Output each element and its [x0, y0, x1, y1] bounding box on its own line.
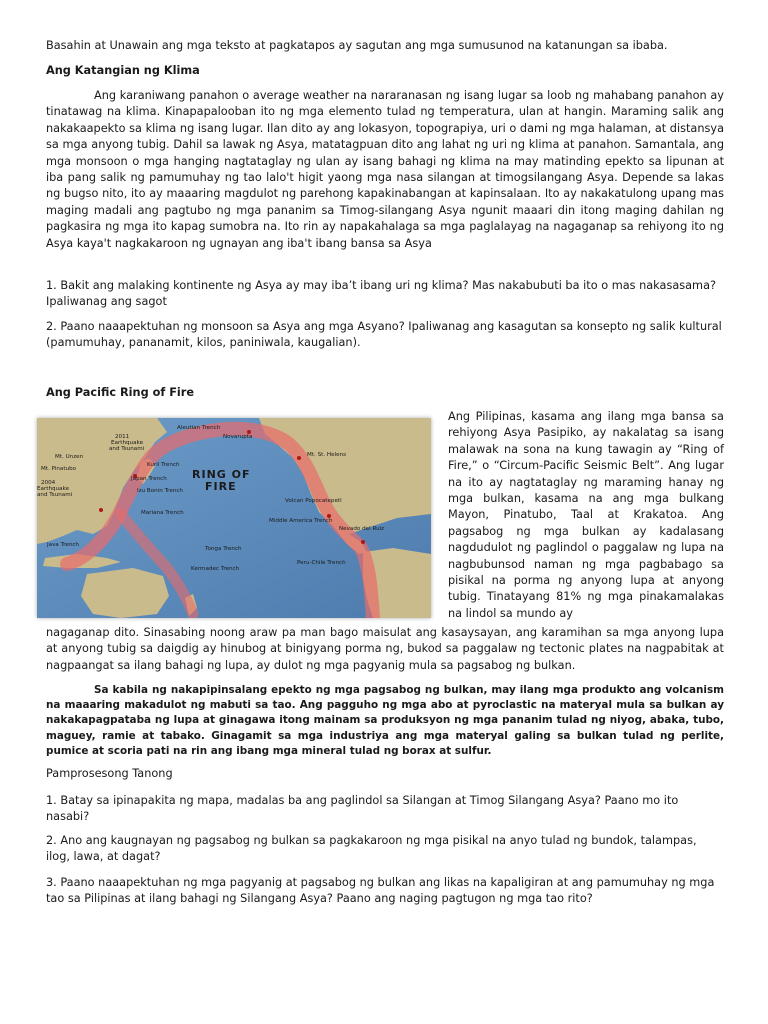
label-middle-america-trench: Middle America Trench: [269, 518, 333, 524]
volcano-marker-nevado: [361, 540, 365, 544]
label-2004-c: and Tsunami: [37, 492, 73, 498]
question-rof-1: 1. Batay sa ipinapakita ng mapa, madalas ba ang paglindol sa Silangan at Timog Silangang Asya? Paano mo ito nasabi?: [46, 794, 679, 824]
question-klima-1: 1. Bakit ang malaking kontinente ng Asya ay may iba’t ibang uri ng klima? Mas nakabubuti ba ito o mas nakasasama? Ipaliwanag ang sagot: [46, 279, 716, 309]
label-tonga-trench: Tonga Trench: [205, 546, 242, 552]
label-izu-bonin-trench: Izu Bonin Trench: [137, 488, 183, 494]
label-japan-trench: Japan Trench: [131, 476, 167, 482]
label-2011-b: Earthquake: [111, 440, 144, 446]
label-2004-a: 2004: [41, 480, 56, 486]
map-title-line2: FIRE: [205, 480, 237, 493]
section-heading-klima: Ang Katangian ng Klima: [46, 64, 200, 77]
label-volcan-popocatepetl: Volcan Popocatepetl: [285, 498, 342, 504]
label-java-trench-a: Java Trench: [47, 542, 79, 548]
label-peru-chile-trench: Peru-Chile Trench: [297, 560, 346, 566]
label-novarupta: Novarupta: [223, 434, 253, 440]
label-nevado-del-ruiz: Nevado del Ruiz: [339, 526, 385, 532]
label-2011-c: and Tsunami: [109, 446, 145, 452]
paragraph-ring-of-fire-full: nagaganap dito. Sinasabing noong araw pa man bago maisulat ang kasaysayan, ang karamihan sa mga anyong lupa at anyong tubig sa daigdig ay hinubog at binigyang porma ng, bukod sa paggalaw ng tectonic plates na nagpabitak at nagpaangat sa ilang bahagi ng lupa, ay dulot ng mga pagyanig mula sa pagsabog ng bulkan.: [46, 626, 724, 672]
questions-heading: Pamprosesong Tanong: [46, 767, 173, 780]
section-heading-ring-of-fire: Ang Pacific Ring of Fire: [46, 386, 195, 399]
question-rof-2: 2. Ano ang kaugnayan ng pagsabog ng bulkan sa pagkakaroon ng mga pisikal na anyo tulad ng bundok, talampas, ilog, lawa, at dagat?: [46, 834, 697, 864]
label-mt-unzen: Mt. Unzen: [55, 454, 84, 460]
map-title-line1: RING OF: [192, 468, 251, 481]
label-mt-pinatubo: Mt. Pinatubo: [41, 466, 77, 472]
label-2011-a: 2011: [115, 434, 130, 440]
question-rof-3: 3. Paano naaapektuhan ng mga pagyanig at pagsabog ng bulkan ang likas na kapaligiran at ang pamumuhay ng mga tao sa Pilipinas at ilang bahagi ng Silangang Asya? Paano ang naging pagtugon ng mga tao rito?: [46, 876, 715, 906]
label-mt-st-helens: Mt. St. Helens: [307, 452, 346, 458]
ring-of-fire-map: [37, 418, 431, 618]
label-kuril-trench: Kuril Trench: [147, 462, 180, 468]
paragraph-klima: Ang karaniwang panahon o average weather na nararanasan ng isang lugar sa loob ng mahabang panahon ay tinatawag na klima. Kinapapalooban ito ng mga elemento tulad ng temperatura, ulan at hangin. Maraming salik ang nakakaapekto sa klima ng isang lugar. Ilan dito ay ang lokasyon, topograpiya, uri o dami ng mga halaman, at distansya sa mga anyong tubig. Dahil sa lawak ng Asya, matatagpuan dito ang lahat ng uri ng klima at panahon. Samantala, ang mga monsoon o mga hanging nagtataglay ng ulan ay isang bahagi ng klima na may matinding epekto sa lipunan at iba pang salik ng pamumuhay ng tao lalo't higit yaong mga nasa silangan at timogsilangang Asya. Depende sa lakas ng bugso nito, ito ay maaaring magdulot ng parehong kapakinabangan at kapinsalaan. Ito ay nakakatulong upang mas maging madali ang pagtubo ng mga pananim sa Timog-silangang Asya ngunit maaari din itong maging dahilan ng pagkasira ng mga ito kapag sumobra na. Ito rin ay napakahalaga sa mga paglalayag na nagaganap sa rehiyong ito ng Asya kaya't nagkakaroon ng ugnayan ang iba't ibang bansa sa Asya: [46, 89, 724, 250]
volcano-marker-pinatubo: [99, 508, 103, 512]
land-australia: [81, 568, 169, 618]
paragraph-ring-of-fire-float: Ang Pilipinas, kasama ang ilang mga bansa sa rehiyong Asya Pasipiko, ay nakalatag sa isang malawak na sona na kung tawagin ay “Ring of Fire,” o “Circum-Pacific Seismic Belt”. Ang lugar na ito ay nagtataglay ng maraming hanay ng mga bulkan, kasama na ang mga bulkang Mayon, Pinatubo, Taal at Krakatoa. Ang pagsabog ng mga bulkan ay kadalasang nagdudulot ng paglindol o paggalaw ng lupa na nagbubunsod naman ng mga pagbabago sa pisikal na porma ng anyong lupa at anyong tubig. Tinatayang 81% ng mga pinakamalakas na lindol sa mundo ay: [448, 410, 724, 620]
label-mariana-trench: Mariana Trench: [141, 510, 184, 516]
paragraph-volcanism: Sa kabila ng nakapipinsalang epekto ng mga pagsabog ng bulkan, may ilang mga produkto ang volcanism na maaaring makadulot ng mabuti sa tao. Ang pagguho ng mga abo at pyroclastic na materyal mula sa bulkan ay nakakapagpataba ng lupa at ginagawa itong mainam sa produksyon ng mga pananim tulad ng niyog, abaka, tubo, maguey, ramie at tabako. Ginagamit sa mga industriya ang mga materyal galing sa bulkan tulad ng perlite, pumice at scoria pati na rin ang ibang mga mineral tulad ng borax at sulfur.: [46, 684, 724, 757]
label-aleutian-trench: Aleutian Trench: [177, 425, 221, 431]
intro-instruction: Basahin at Unawain ang mga teksto at pagkatapos ay sagutan ang mga sumusunod na katanungan sa ibaba.: [46, 39, 668, 52]
question-klima-2: 2. Paano naaapektuhan ng monsoon sa Asya ang mga Asyano? Ipaliwanag ang kasagutan sa konsepto ng salik kultural (pamumuhay, pananamit, kilos, paniniwala, kaugalian).: [46, 320, 722, 350]
volcano-marker-st-helens: [297, 456, 301, 460]
ring-of-fire-map-svg: [37, 418, 431, 618]
label-2004-b: Earthquake: [37, 486, 70, 492]
label-kermadec-trench: Kermadec Trench: [191, 566, 240, 572]
